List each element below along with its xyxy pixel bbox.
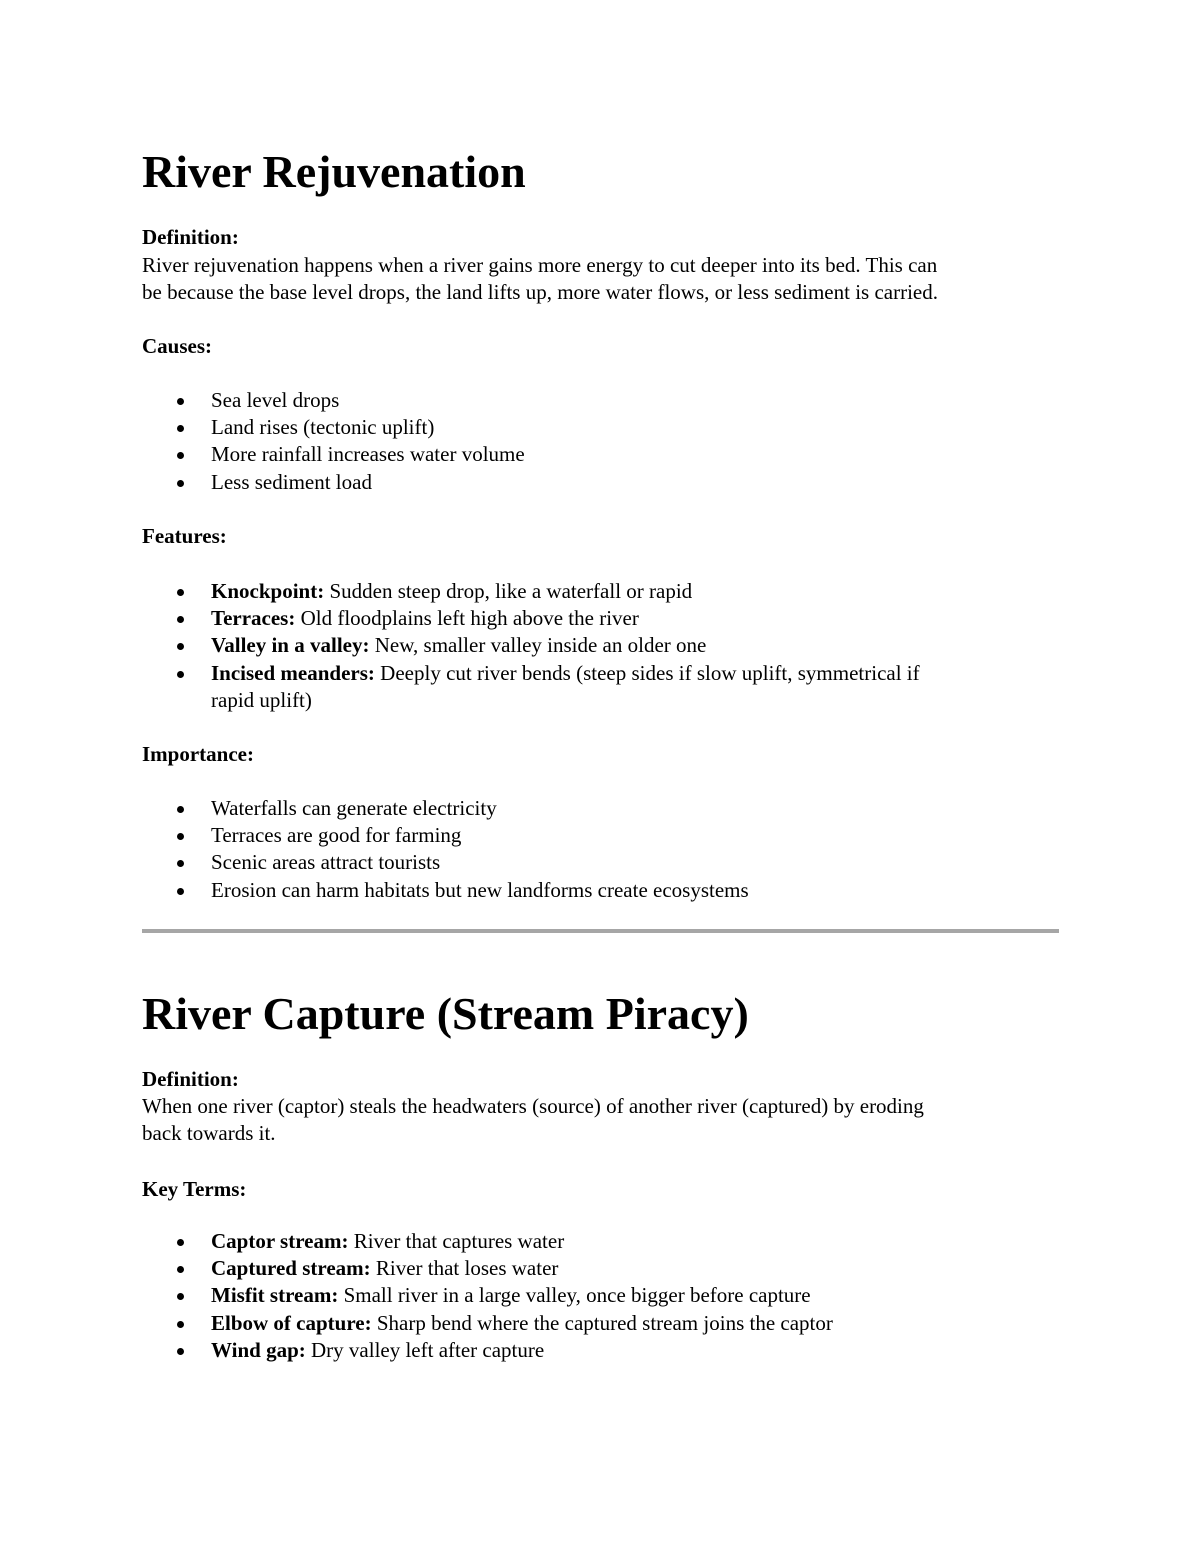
term: Knockpoint: [211,579,325,603]
term-description: River that captures water [348,1229,565,1253]
horizontal-divider [142,929,1059,933]
list-item: Erosion can harm habitats but new landforms create ecosystems [142,877,749,904]
definition-line: back towards it. [142,1121,276,1145]
list-item: Terraces are good for farming [142,822,749,849]
term-description: Sharp bend where the captured stream joins the captor [371,1310,833,1335]
list-item: More rainfall increases water volume [142,441,525,468]
definition-line: River rejuvenation happens when a river gains more energy to cut deeper into its bed. This can [142,253,938,277]
term: Captor stream: [211,1229,349,1253]
list-item [142,605,920,632]
key-terms-label: Key Terms: [142,1177,247,1201]
list-item [142,1255,833,1282]
importance-label: Importance: [142,742,254,766]
key-terms-list [142,1228,833,1364]
term-description: New, smaller valley inside an older one [369,633,707,658]
causes-label: Causes: [142,334,213,358]
term-description: Small river in a large valley, once bigger before capture [338,1283,811,1308]
list-item: Scenic areas attract tourists [142,849,749,876]
list-item [142,660,920,714]
list-item [142,1282,833,1309]
definition-text [142,252,938,306]
definition-line: be because the base level drops, the land lifts up, more water flows, or less sediment is carried. [142,280,939,304]
definition-label: Definition: [142,225,239,249]
section-title-river-capture: River Capture (Stream Piracy) [142,988,749,1039]
term-description: Sudden steep drop, like a waterfall or rapid [324,579,693,603]
list-item: Sea level drops [142,387,525,414]
term: Misfit stream: [211,1283,339,1308]
causes-list [142,387,525,496]
term: Terraces: [211,606,296,631]
list-item: Waterfalls can generate electricity [142,795,749,822]
term-description: Deeply cut river bends (steep sides if slow uplift, symmetrical if [374,660,920,685]
definition-text [142,1093,924,1147]
features-label: Features: [142,524,227,548]
term: Elbow of capture: [211,1310,372,1335]
term-description: Dry valley left after capture [305,1337,545,1362]
term-description: River that loses water [370,1256,559,1281]
features-list [142,578,920,714]
list-item [142,1337,833,1364]
term: Valley in a valley: [211,633,370,658]
term-description: Old floodplains left high above the river [295,606,639,631]
list-item: Land rises (tectonic uplift) [142,414,525,441]
section-title-river-rejuvenation: River Rejuvenation [142,146,526,197]
importance-list [142,795,749,904]
list-item [142,632,920,659]
term-description-continued: rapid uplift) [211,687,312,712]
definition-line: When one river (captor) steals the headwaters (source) of another river (captured) by eroding [142,1094,924,1118]
list-item [142,578,920,605]
definition-label: Definition: [142,1067,239,1091]
list-item [142,1228,833,1255]
list-item: Less sediment load [142,469,525,496]
list-item [142,1310,833,1337]
term: Captured stream: [211,1256,371,1281]
term: Wind gap: [211,1337,306,1362]
term: Incised meanders: [211,660,375,685]
